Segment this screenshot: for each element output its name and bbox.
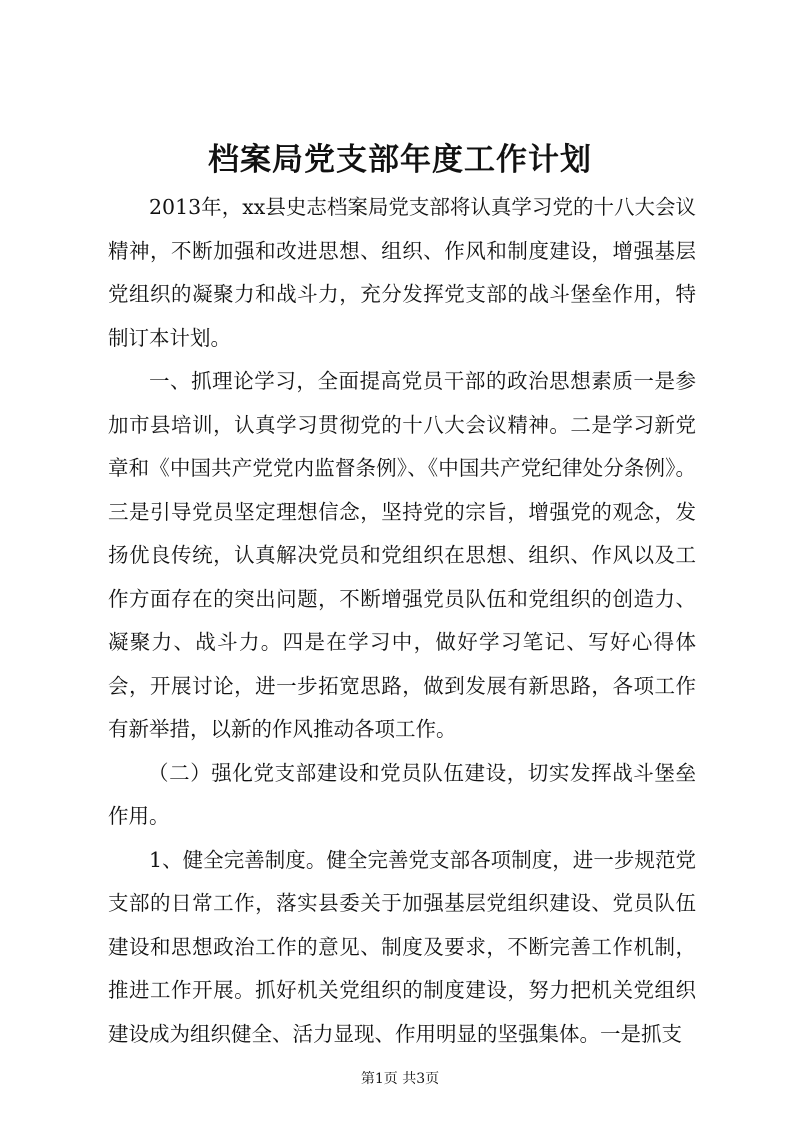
page-indicator: 第1页 共3页 [360, 1071, 440, 1087]
document-title: 档案局党支部年度工作计划 [208, 142, 592, 178]
paragraph-intro: 2013年，xx县史志档案局党支部将认真学习党的十八大会议精神，不断加强和改进思想、组织、作风和制度建设，增强基层党组织的凝聚力和战斗力，充分发挥党支部的战斗堡垒作用，特制订本计划。 [108, 195, 696, 350]
paragraph-improve-system: 1、健全完善制度。健全完善党支部各项制度，进一步规范党支部的日常工作，落实县委关于加强基层党组织建设、党员队伍建设和思想政治工作的意见、制度及要求，不断完善工作机制，推进工作开展。抓好机关党组织的制度建设，努力把机关党组织建设成为组织健全、活力显现、作用明显的坚强集体。一是抓支 [108, 847, 696, 1046]
document-body [108, 186, 696, 1056]
paragraph-section-two-heading: （二）强化党支部建设和党员队伍建设，切实发挥战斗堡垒作用。 [108, 760, 696, 828]
paragraph-theory-study: 一、抓理论学习，全面提高党员干部的政治思想素质一是参加市县培训，认真学习贯彻党的十八大会议精神。二是学习新党章和《中国共产党党内监督条例》、《中国共产党纪律处分条例》。三是引导党员坚定理想信念，坚持党的宗旨，增强党的观念，发扬优良传统，认真解决党员和党组织在思想、组织、作风以及工作方面存在的突出问题，不断增强党员队伍和党组织的创造力、凝聚力、战斗力。四是在学习中，做好学习笔记、写好心得体会，开展讨论，进一步拓宽思路，做到发展有新思路，各项工作有新举措，以新的作风推动各项工作。 [108, 369, 696, 741]
